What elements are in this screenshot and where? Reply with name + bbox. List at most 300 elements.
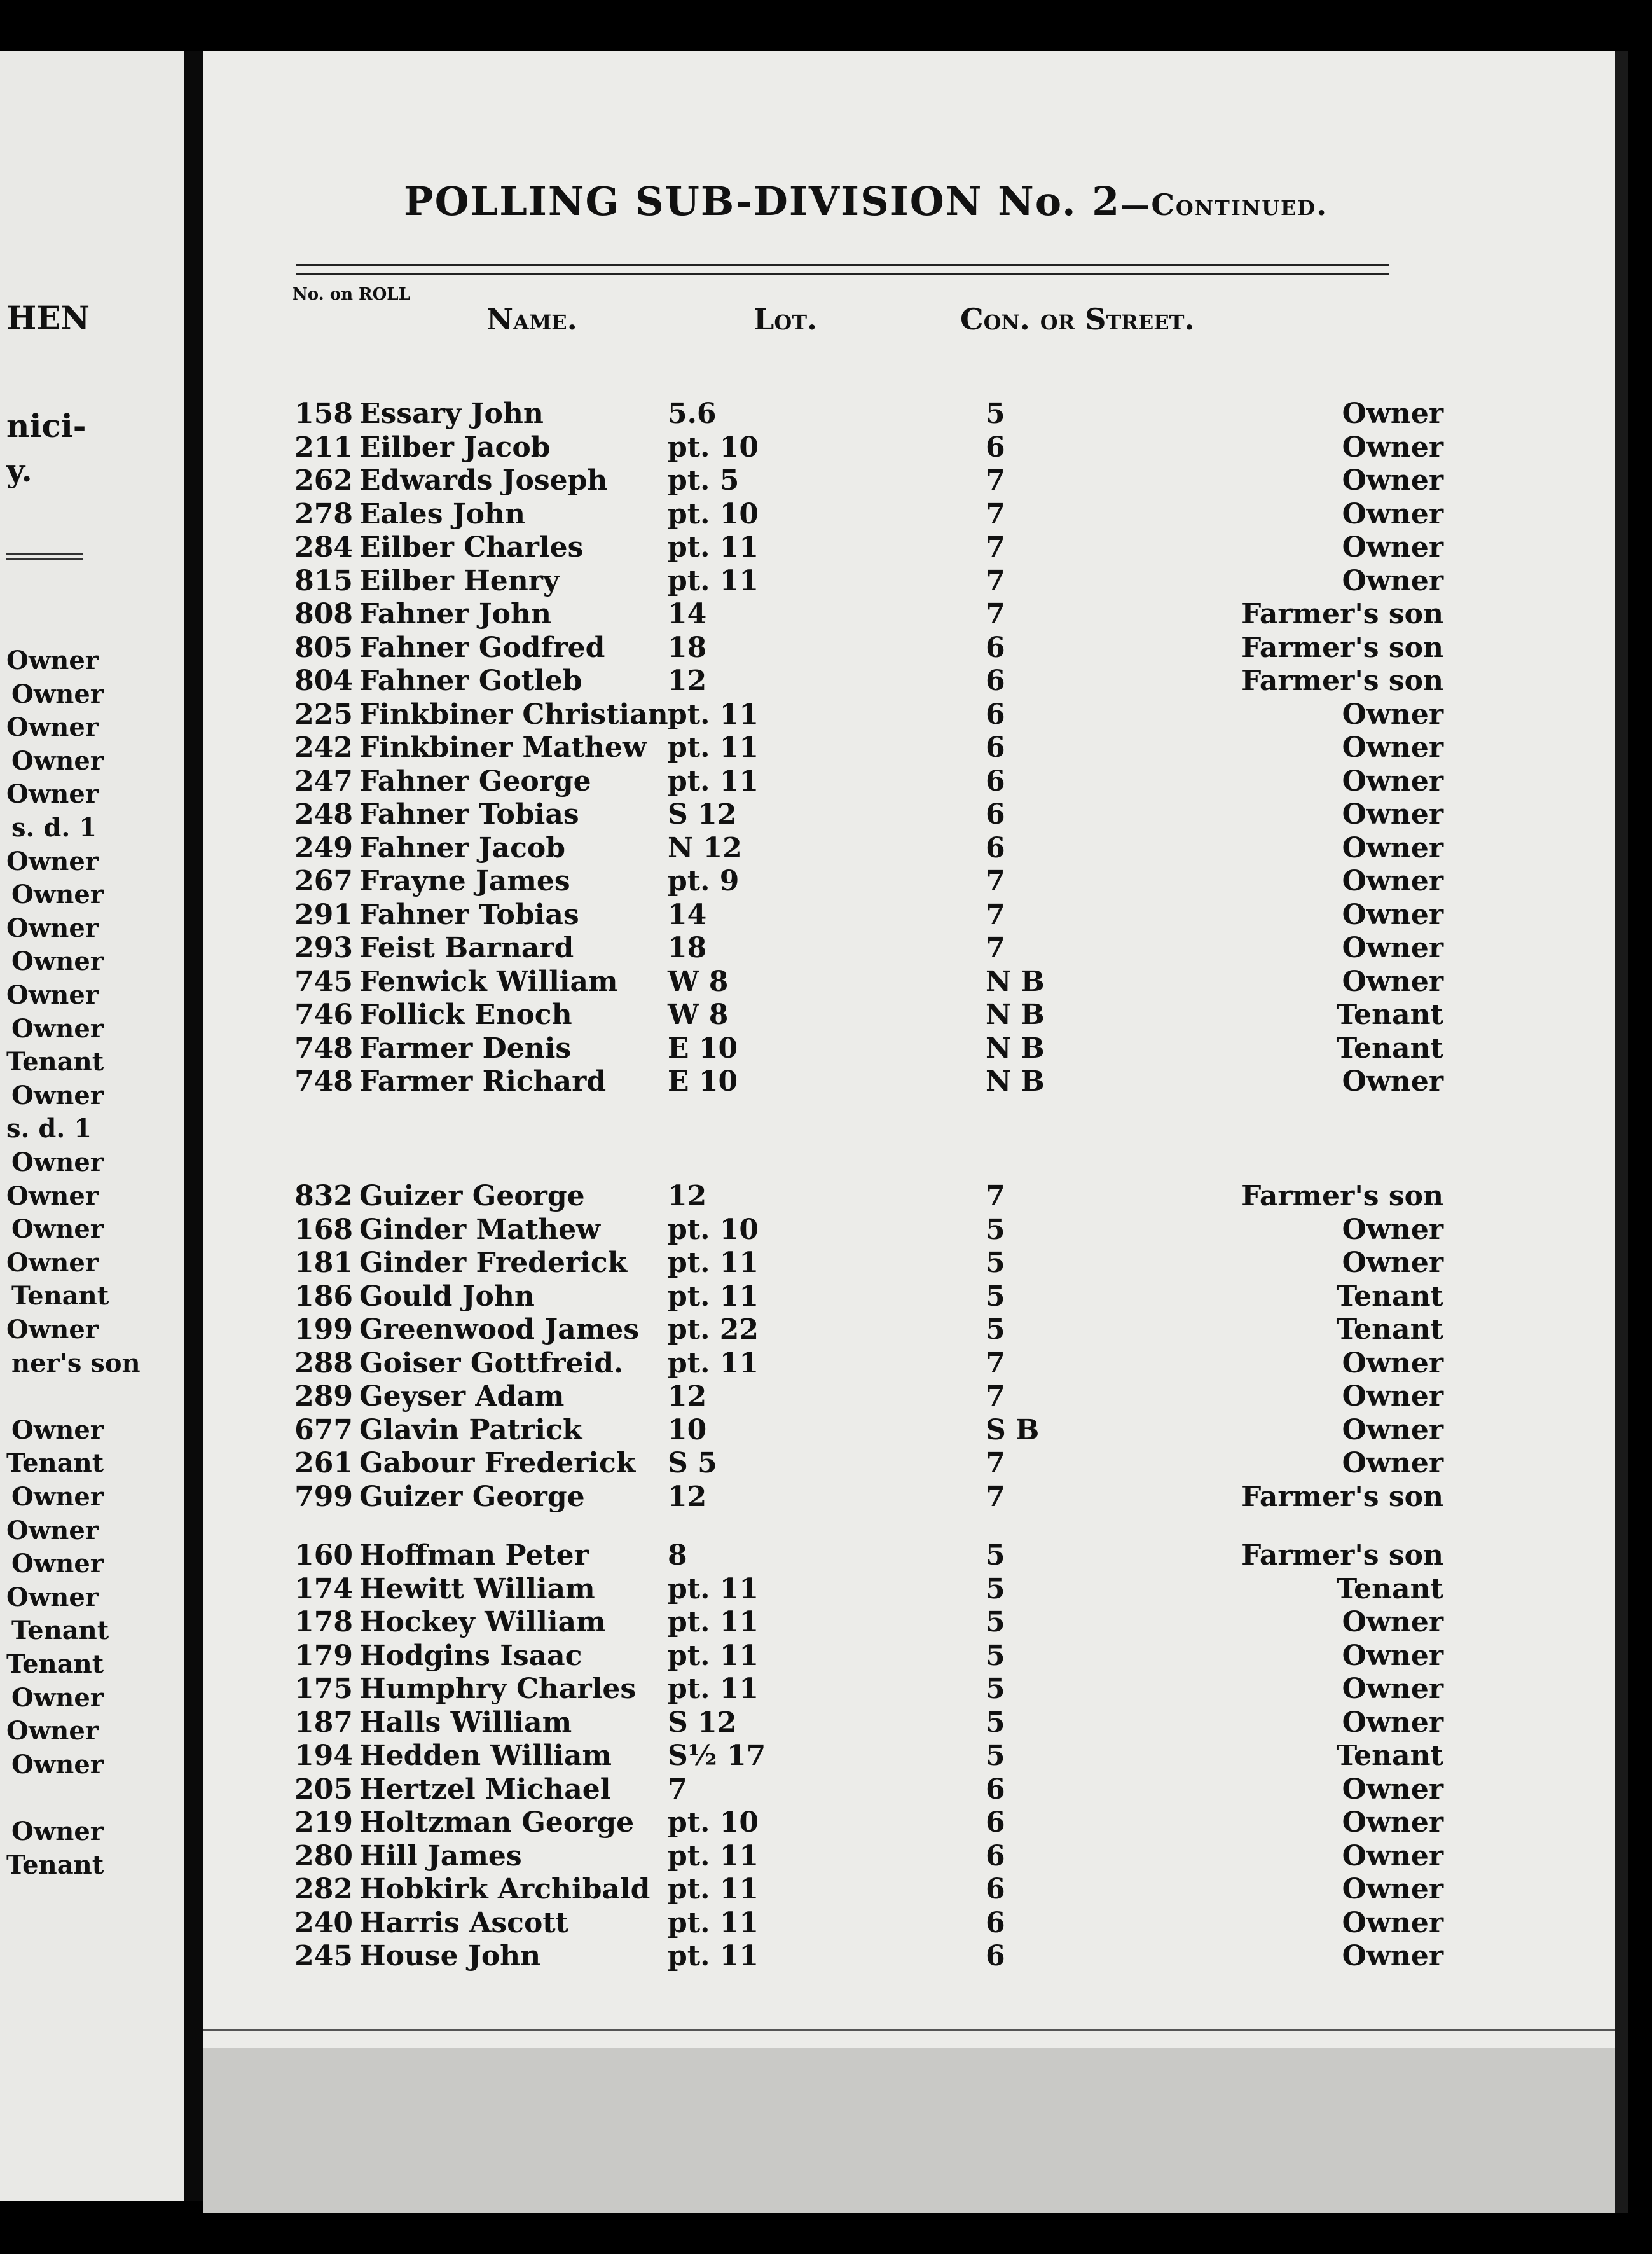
- facing-status: Owner: [6, 1315, 99, 1345]
- lot-number: S 12: [668, 798, 737, 831]
- column-header-con: Con. or Street.: [960, 302, 1195, 336]
- roll-number: 282: [294, 1873, 353, 1905]
- voter-name: Eilber Henry: [359, 564, 560, 597]
- lot-number: pt. 11: [668, 1346, 759, 1379]
- voter-row: [203, 1380, 1615, 1413]
- voter-row: [203, 1673, 1615, 1706]
- voter-row: [203, 565, 1615, 598]
- voter-name: Fenwick William: [359, 965, 618, 998]
- voter-name: Holtzman George: [359, 1806, 635, 1839]
- voter-name: Hewitt William: [359, 1572, 595, 1605]
- lot-number: 12: [668, 665, 707, 697]
- roll-number: 242: [294, 731, 353, 764]
- roll-number: 746: [294, 999, 353, 1031]
- voter-row: [203, 598, 1615, 631]
- concession: 7: [986, 865, 1005, 897]
- roll-number: 748: [294, 1065, 353, 1098]
- voter-row: [203, 999, 1615, 1032]
- lot-number: pt. 22: [668, 1313, 759, 1346]
- voter-status: Farmer's son: [1241, 1539, 1443, 1572]
- voter-name: Finkbiner Mathew: [359, 731, 647, 764]
- facing-status: Owner: [11, 1080, 104, 1110]
- voter-row: [203, 1247, 1615, 1280]
- lot-number: pt. 11: [668, 764, 759, 798]
- voter-status: Owner: [1342, 1906, 1443, 1939]
- voter-name: Gould John: [359, 1280, 535, 1313]
- voter-row: [203, 632, 1615, 665]
- concession: 5: [986, 1280, 1005, 1313]
- voter-status: Owner: [1342, 731, 1443, 764]
- facing-status: Owner: [11, 1482, 104, 1512]
- concession: 6: [986, 1940, 1005, 1972]
- facing-status: Owner: [6, 779, 99, 810]
- facing-status: Owner: [11, 1749, 104, 1780]
- lot-number: pt. 11: [668, 531, 759, 564]
- voter-status: Owner: [1342, 431, 1443, 464]
- roll-number: 805: [294, 631, 353, 664]
- concession: 5: [986, 1673, 1005, 1705]
- concession: 6: [986, 631, 1005, 664]
- lot-number: 10: [668, 1413, 707, 1446]
- roll-page: [203, 51, 1628, 2213]
- voter-row: [203, 1873, 1615, 1906]
- voter-status: Owner: [1342, 1806, 1443, 1839]
- facing-status: Owner: [6, 980, 99, 1010]
- title-rule: [296, 264, 1389, 275]
- voter-row: [203, 1347, 1615, 1380]
- concession: 7: [986, 1447, 1005, 1479]
- concession: 5: [986, 1213, 1005, 1246]
- concession: 6: [986, 1906, 1005, 1939]
- lot-number: N 12: [668, 831, 742, 864]
- roll-number: 205: [294, 1773, 353, 1806]
- facing-status: Owner: [6, 1515, 99, 1545]
- lot-number: pt. 9: [668, 865, 740, 897]
- roll-number: 187: [294, 1706, 353, 1739]
- concession: 7: [986, 497, 1005, 530]
- concession: 6: [986, 1873, 1005, 1905]
- lot-number: pt. 11: [668, 1940, 759, 1972]
- facing-status: Owner: [6, 913, 99, 943]
- concession: 5: [986, 1247, 1005, 1279]
- voter-status: Tenant: [1336, 1032, 1443, 1065]
- lot-number: 8: [668, 1539, 687, 1572]
- voter-status: Owner: [1342, 398, 1443, 430]
- voter-row: [203, 1907, 1615, 1940]
- concession: 5: [986, 398, 1005, 430]
- facing-status: Owner: [6, 1180, 99, 1211]
- voter-row: [203, 531, 1615, 564]
- roll-number: 181: [294, 1247, 353, 1279]
- voter-row: [203, 498, 1615, 531]
- voter-status: Owner: [1342, 798, 1443, 831]
- lot-number: pt. 5: [668, 464, 740, 497]
- facing-status: s. d. 1: [6, 1114, 92, 1144]
- lot-number: pt. 10: [668, 431, 759, 464]
- voter-status: Owner: [1342, 698, 1443, 731]
- column-header-roll: No. on ROLL: [293, 285, 410, 304]
- facing-status: Tenant: [11, 1615, 109, 1646]
- concession: S B: [986, 1413, 1040, 1446]
- roll-number: 168: [294, 1213, 353, 1246]
- voter-status: Owner: [1342, 831, 1443, 864]
- roll-number: 158: [294, 398, 353, 430]
- concession: 6: [986, 831, 1005, 864]
- voter-name: Hedden William: [359, 1739, 612, 1772]
- roll-number: 225: [294, 698, 353, 731]
- concession: 6: [986, 1839, 1005, 1872]
- voter-row: [203, 1773, 1615, 1806]
- concession: 6: [986, 798, 1005, 831]
- voter-row: [203, 932, 1615, 965]
- voter-name: Ginder Frederick: [359, 1247, 628, 1279]
- lot-number: pt. 11: [668, 731, 759, 764]
- roll-number: 748: [294, 1032, 353, 1065]
- voter-status: Owner: [1342, 1380, 1443, 1413]
- voter-row: [203, 1447, 1615, 1480]
- concession: 7: [986, 1346, 1005, 1379]
- voter-name: Goiser Gottfreid.: [359, 1346, 624, 1379]
- roll-number: 211: [294, 431, 353, 464]
- voter-row: [203, 1739, 1615, 1773]
- facing-status: s. d. 1: [11, 813, 97, 843]
- concession: 5: [986, 1706, 1005, 1739]
- voter-row: [203, 398, 1615, 431]
- facing-status: Owner: [6, 646, 99, 675]
- voter-name: Eales John: [359, 497, 525, 530]
- voter-row: [203, 765, 1615, 798]
- lot-number: pt. 11: [668, 1839, 759, 1872]
- roll-number: 178: [294, 1606, 353, 1638]
- voter-row: [203, 1414, 1615, 1447]
- concession: 7: [986, 564, 1005, 597]
- roll-number: 245: [294, 1940, 353, 1972]
- voter-row: [203, 1213, 1615, 1247]
- voter-row: [203, 1065, 1615, 1098]
- lot-number: pt. 11: [668, 1572, 759, 1605]
- lot-number: pt. 10: [668, 1213, 759, 1246]
- lot-number: pt. 11: [668, 698, 759, 731]
- voter-name: House John: [359, 1940, 541, 1972]
- voter-row: [203, 865, 1615, 898]
- voter-status: Farmer's son: [1241, 631, 1443, 664]
- lot-number: E 10: [668, 1065, 738, 1098]
- facing-status: Tenant: [6, 1448, 104, 1479]
- column-header-name: Name.: [486, 302, 577, 336]
- voter-row: [203, 1840, 1615, 1873]
- voter-name: Eilber Charles: [359, 531, 584, 564]
- voter-row: [203, 431, 1615, 464]
- concession: N B: [986, 1032, 1045, 1065]
- voter-status: Tenant: [1336, 1313, 1443, 1346]
- voter-name: Finkbiner Christian: [359, 698, 668, 731]
- lot-number: pt. 10: [668, 497, 759, 530]
- lot-number: pt. 11: [668, 1280, 759, 1313]
- facing-status: Owner: [6, 1716, 99, 1746]
- voter-status: Owner: [1342, 1706, 1443, 1739]
- roll-number: 186: [294, 1280, 353, 1313]
- roll-number: 248: [294, 798, 353, 831]
- facing-heading-1: HEN: [6, 299, 90, 336]
- concession: 7: [986, 464, 1005, 497]
- voter-row: [203, 1180, 1615, 1213]
- facing-heading-3: y.: [6, 452, 32, 489]
- concession: 5: [986, 1639, 1005, 1672]
- voter-row: [203, 731, 1615, 764]
- facing-status: Owner: [11, 1147, 104, 1177]
- voter-name: Farmer Richard: [359, 1065, 607, 1098]
- voter-row: [203, 1806, 1615, 1839]
- voter-name: Frayne James: [359, 865, 570, 897]
- voter-status: Owner: [1342, 1839, 1443, 1872]
- concession: 5: [986, 1539, 1005, 1572]
- facing-status: Owner: [6, 712, 99, 743]
- concession: 7: [986, 598, 1005, 630]
- concession: 7: [986, 1480, 1005, 1513]
- lot-number: 12: [668, 1380, 707, 1413]
- voter-status: Owner: [1342, 965, 1443, 998]
- facing-status: Owner: [11, 880, 104, 910]
- voter-status: Owner: [1342, 1773, 1443, 1806]
- voter-name: Guizer George: [359, 1180, 585, 1212]
- roll-number: 175: [294, 1673, 353, 1705]
- concession: 5: [986, 1739, 1005, 1772]
- roll-number: 293: [294, 932, 353, 964]
- lot-number: 18: [668, 932, 707, 964]
- voter-row: [203, 1706, 1615, 1739]
- voter-name: Fahner Tobias: [359, 798, 579, 831]
- scan-border: [0, 0, 1652, 51]
- lot-number: 5.6: [668, 398, 717, 430]
- roll-number: 199: [294, 1313, 353, 1346]
- voter-name: Glavin Patrick: [359, 1413, 582, 1446]
- voter-status: Owner: [1342, 564, 1443, 597]
- voter-status: Owner: [1342, 898, 1443, 931]
- lot-number: pt. 11: [668, 1247, 759, 1279]
- voter-row: [203, 1573, 1615, 1606]
- voter-status: Owner: [1342, 932, 1443, 964]
- voter-row: [203, 1539, 1615, 1572]
- roll-number: 249: [294, 831, 353, 864]
- roll-number: 160: [294, 1539, 353, 1572]
- voter-status: Tenant: [1336, 999, 1443, 1031]
- voter-status: Tenant: [1336, 1739, 1443, 1772]
- title-text: POLLING SUB-DIVISION No. 2: [404, 178, 1121, 225]
- voter-name: Edwards Joseph: [359, 464, 608, 497]
- concession: 6: [986, 731, 1005, 764]
- facing-rule: [6, 553, 83, 560]
- concession: 7: [986, 1380, 1005, 1413]
- facing-status: Owner: [11, 1682, 104, 1713]
- lot-number: pt. 11: [668, 564, 759, 597]
- voter-status: Owner: [1342, 531, 1443, 564]
- roll-number: 179: [294, 1639, 353, 1672]
- voter-name: Fahner Jacob: [359, 831, 566, 864]
- lot-number: pt. 10: [668, 1806, 759, 1839]
- voter-status: Farmer's son: [1241, 665, 1443, 697]
- voter-status: Owner: [1342, 1413, 1443, 1446]
- facing-status: Owner: [11, 745, 104, 776]
- roll-number: 262: [294, 464, 353, 497]
- facing-status: Owner: [11, 1214, 104, 1245]
- voter-name: Feist Barnard: [359, 932, 574, 964]
- concession: 6: [986, 1773, 1005, 1806]
- roll-number: 278: [294, 497, 353, 530]
- lot-number: pt. 11: [668, 1906, 759, 1939]
- lot-number: S 5: [668, 1447, 717, 1479]
- voter-name: Hockey William: [359, 1606, 606, 1638]
- voter-name: Harris Ascott: [359, 1906, 568, 1939]
- facing-status: ner's son: [11, 1348, 141, 1378]
- lot-number: pt. 11: [668, 1639, 759, 1672]
- concession: 5: [986, 1313, 1005, 1346]
- roll-number: 174: [294, 1572, 353, 1605]
- voter-status: Farmer's son: [1241, 1480, 1443, 1513]
- facing-status: Owner: [11, 1414, 104, 1445]
- voter-status: Owner: [1342, 1673, 1443, 1705]
- facing-status: Owner: [11, 1549, 104, 1579]
- roll-number: 677: [294, 1413, 353, 1446]
- voter-name: Greenwood James: [359, 1313, 640, 1346]
- voter-name: Fahner Gotleb: [359, 665, 582, 697]
- voter-status: Owner: [1342, 1940, 1443, 1972]
- roll-number: 799: [294, 1480, 353, 1513]
- facing-status: Owner: [11, 1816, 104, 1846]
- lot-number: E 10: [668, 1032, 738, 1065]
- voter-status: Owner: [1342, 865, 1443, 897]
- voter-row: [203, 832, 1615, 865]
- lot-number: 18: [668, 631, 707, 664]
- facing-status: Owner: [6, 1247, 99, 1278]
- voter-status: Farmer's son: [1241, 598, 1443, 630]
- lot-number: 14: [668, 598, 707, 630]
- concession: 5: [986, 1606, 1005, 1638]
- lot-number: W 8: [668, 999, 729, 1031]
- voter-name: Gabour Frederick: [359, 1447, 636, 1479]
- facing-status: Owner: [6, 846, 99, 876]
- voter-name: Guizer George: [359, 1480, 585, 1513]
- concession: N B: [986, 999, 1045, 1031]
- lot-number: S 12: [668, 1706, 737, 1739]
- voter-row: [203, 1606, 1615, 1639]
- voter-name: Hertzel Michael: [359, 1773, 611, 1806]
- roll-number: 284: [294, 531, 353, 564]
- lot-number: 12: [668, 1480, 707, 1513]
- facing-status: Tenant: [6, 1649, 104, 1679]
- voter-name: Hodgins Isaac: [359, 1639, 582, 1672]
- facing-status: Owner: [11, 946, 104, 977]
- voter-row: [203, 464, 1615, 497]
- concession: 6: [986, 698, 1005, 731]
- voter-status: Owner: [1342, 1606, 1443, 1638]
- lot-number: pt. 11: [668, 1673, 759, 1705]
- roll-number: 804: [294, 665, 353, 697]
- roll-number: 247: [294, 764, 353, 798]
- roll-number: 267: [294, 865, 353, 897]
- voter-status: Owner: [1342, 1247, 1443, 1279]
- voter-status: Owner: [1342, 497, 1443, 530]
- roll-number: 194: [294, 1739, 353, 1772]
- voter-row: [203, 1280, 1615, 1313]
- voter-row: [203, 798, 1615, 831]
- roll-number: 815: [294, 564, 353, 597]
- facing-status: Owner: [6, 1582, 99, 1612]
- title-suffix: —Continued.: [1120, 188, 1328, 222]
- column-header-lot: Lot.: [754, 302, 818, 336]
- facing-status: Tenant: [6, 1850, 104, 1880]
- roll-number: 808: [294, 598, 353, 630]
- voter-name: Eilber Jacob: [359, 431, 551, 464]
- voter-name: Follick Enoch: [359, 999, 572, 1031]
- concession: 6: [986, 431, 1005, 464]
- voter-name: Fahner George: [359, 764, 591, 798]
- concession: 7: [986, 531, 1005, 564]
- concession: 5: [986, 1572, 1005, 1605]
- facing-page: [0, 51, 184, 2201]
- facing-status: Tenant: [11, 1281, 109, 1311]
- voter-row: [203, 899, 1615, 932]
- voter-name: Fahner Tobias: [359, 898, 579, 931]
- voter-name: Farmer Denis: [359, 1032, 572, 1065]
- voter-row: [203, 1940, 1615, 1973]
- voter-status: Owner: [1342, 464, 1443, 497]
- voter-name: Humphry Charles: [359, 1673, 637, 1705]
- voter-name: Halls William: [359, 1706, 572, 1739]
- voter-row: [203, 665, 1615, 698]
- bottom-rule: [203, 2029, 1615, 2031]
- facing-status: Owner: [11, 1013, 104, 1044]
- voter-name: Fahner John: [359, 598, 551, 630]
- page-title: [404, 178, 1328, 225]
- voter-status: Owner: [1342, 764, 1443, 798]
- voter-row: [203, 965, 1615, 999]
- voter-status: Owner: [1342, 1447, 1443, 1479]
- roll-number: 289: [294, 1380, 353, 1413]
- page-gutter: [184, 51, 203, 2201]
- lot-number: W 8: [668, 965, 729, 998]
- voter-row: [203, 1481, 1615, 1514]
- concession: 6: [986, 665, 1005, 697]
- roll-number: 832: [294, 1180, 353, 1212]
- voter-name: Essary John: [359, 398, 544, 430]
- voter-status: Owner: [1342, 1346, 1443, 1379]
- roll-number: 240: [294, 1906, 353, 1939]
- concession: N B: [986, 965, 1045, 998]
- voter-name: Hobkirk Archibald: [359, 1873, 650, 1905]
- voter-status: Tenant: [1336, 1280, 1443, 1313]
- concession: 6: [986, 764, 1005, 798]
- voter-name: Ginder Mathew: [359, 1213, 600, 1246]
- voter-name: Geyser Adam: [359, 1380, 565, 1413]
- concession: N B: [986, 1065, 1045, 1098]
- roll-number: 745: [294, 965, 353, 998]
- lot-number: 14: [668, 898, 707, 931]
- voter-name: Hoffman Peter: [359, 1539, 589, 1572]
- voter-status: Owner: [1342, 1639, 1443, 1672]
- lot-number: pt. 11: [668, 1873, 759, 1905]
- voter-row: [203, 1640, 1615, 1673]
- concession: 7: [986, 1180, 1005, 1212]
- voter-status: Tenant: [1336, 1572, 1443, 1605]
- lot-number: pt. 11: [668, 1606, 759, 1638]
- voter-status: Farmer's son: [1241, 1180, 1443, 1212]
- voter-row: [203, 1032, 1615, 1065]
- roll-number: 291: [294, 898, 353, 931]
- roll-number: 261: [294, 1447, 353, 1479]
- roll-number: 219: [294, 1806, 353, 1839]
- roll-number: 280: [294, 1839, 353, 1872]
- voter-name: Hill James: [359, 1839, 522, 1872]
